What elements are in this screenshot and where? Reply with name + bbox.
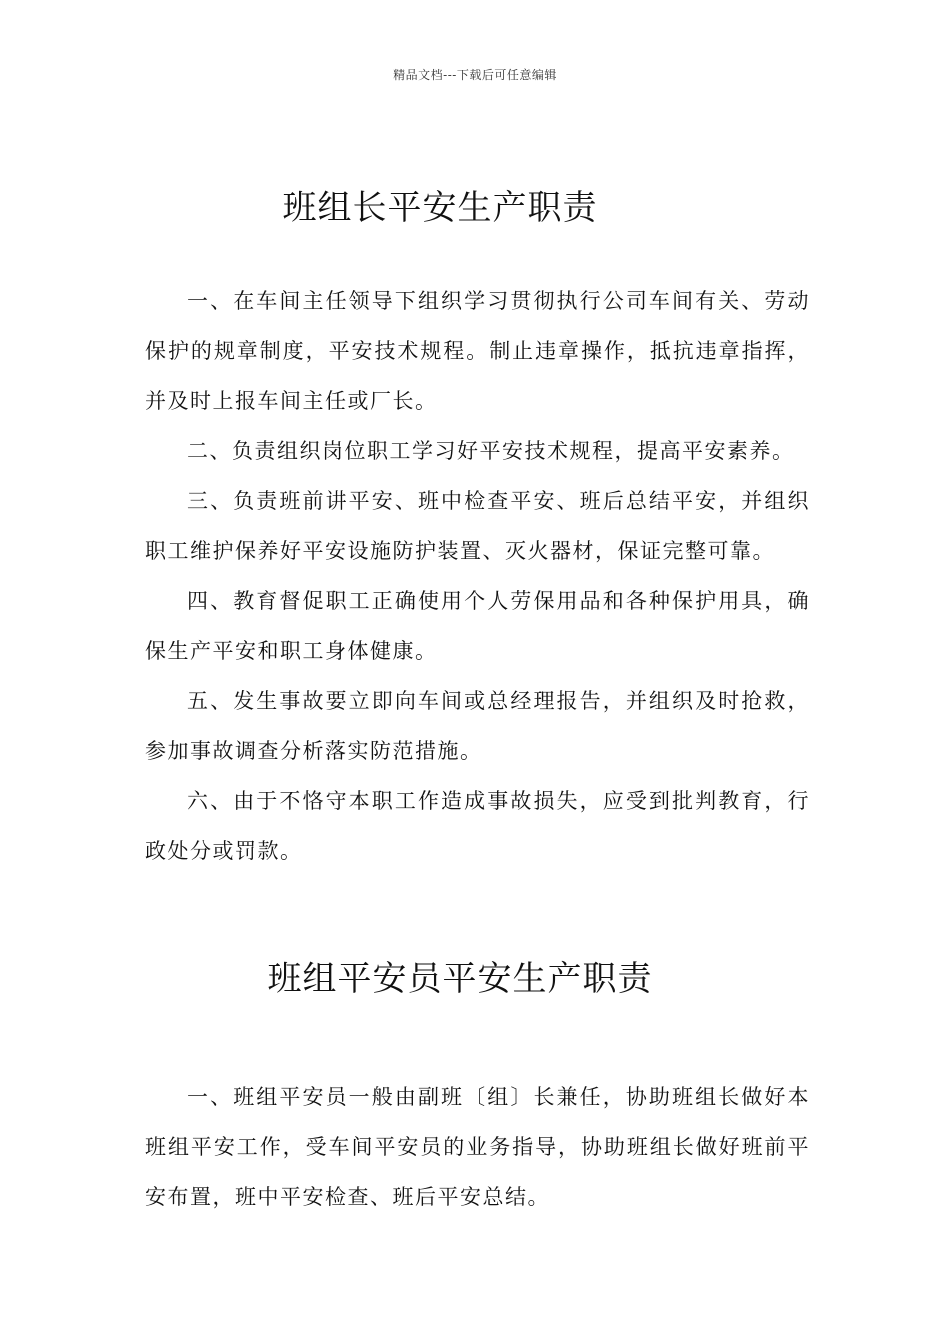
paragraph: 六、由于不恪守本职工作造成事故损失，应受到批判教育，行政处分或罚款。 bbox=[145, 789, 810, 863]
paragraph: 一、班组平安员一般由副班〔组〕长兼任，协助班组长做好本班组平安工作，受车间平安员的业务指导，协助班组长做好班前平安布置，班中平安检查、班后平安总结。 bbox=[145, 1085, 810, 1209]
section-body-team-leader bbox=[145, 276, 810, 876]
paragraph: 三、负责班前讲平安、班中检查平安、班后总结平安，并组织职工维护保养好平安设施防护装置、灭火器材，保证完整可靠。 bbox=[145, 489, 810, 563]
section-title-safety-officer: 班组平安员平安生产职责 bbox=[267, 959, 653, 999]
paragraph: 四、教育督促职工正确使用个人劳保用品和各种保护用具，确保生产平安和职工身体健康。 bbox=[145, 589, 810, 663]
paragraph: 一、在车间主任领导下组织学习贯彻执行公司车间有关、劳动保护的规章制度，平安技术规程。制止违章操作，抵抗违章指挥，并及时上报车间主任或厂长。 bbox=[145, 289, 810, 413]
section-title-team-leader: 班组长平安生产职责 bbox=[282, 188, 598, 228]
paragraph: 二、负责组织岗位职工学习好平安技术规程，提高平安素养。 bbox=[187, 439, 795, 463]
header-note: 精品文档---下载后可任意编辑 bbox=[393, 68, 557, 82]
section-body-safety-officer bbox=[145, 1072, 810, 1222]
paragraph: 五、发生事故要立即向车间或总经理报告，并组织及时抢救，参加事故调查分析落实防范措施。 bbox=[145, 689, 810, 763]
